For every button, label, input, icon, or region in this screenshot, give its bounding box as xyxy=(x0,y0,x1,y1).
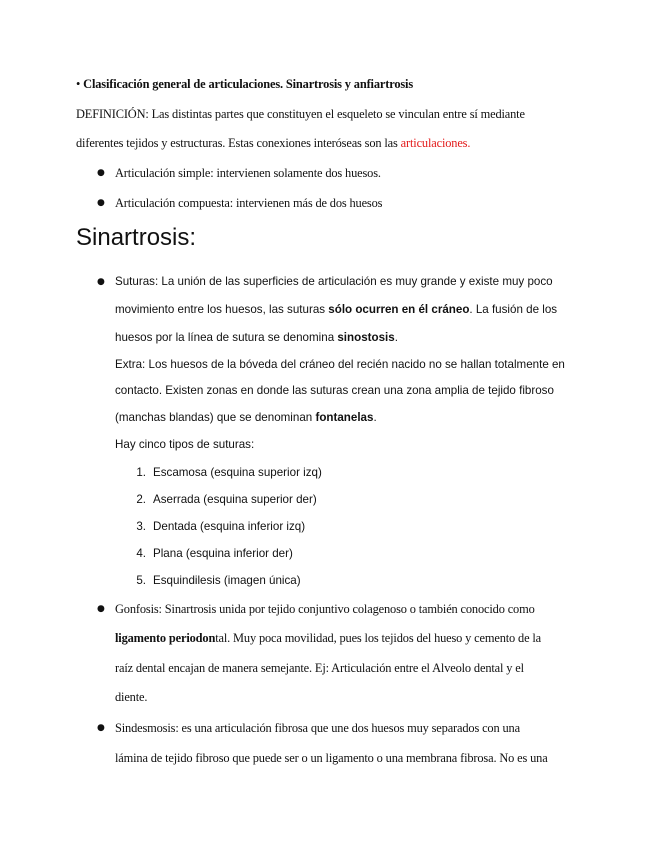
definition-line-2 xyxy=(76,136,470,151)
bullet-icon: ● xyxy=(97,198,105,208)
bullet-icon: ● xyxy=(97,723,105,733)
suturas-text: . La fusión de los xyxy=(469,303,558,316)
type-item: Articulación simple: intervienen solamente dos huesos. xyxy=(115,166,381,180)
bullet-icon: ● xyxy=(97,277,105,287)
sutura-type-item: Esquindilesis (imagen única) xyxy=(153,574,301,587)
sutura-type-item: Escamosa (esquina superior izq) xyxy=(153,466,322,479)
sutura-type-item: Plana (esquina inferior der) xyxy=(153,547,293,560)
list-number: 3. xyxy=(136,520,146,533)
definition-period: . xyxy=(467,136,471,150)
suturas-bold: sólo ocurren en él cráneo xyxy=(328,303,470,316)
gonfosis-line-4: diente. xyxy=(115,690,148,704)
list-number: 5. xyxy=(136,574,146,587)
sutura-type-item: Dentada (esquina inferior izq) xyxy=(153,520,306,533)
gonfosis-line-2 xyxy=(115,631,541,646)
fontanelas-term: fontanelas xyxy=(315,411,374,424)
list-number: 2. xyxy=(136,493,146,506)
suturas-text: movimiento entre los huesos, las suturas xyxy=(115,303,329,316)
title-text: Clasificación general de articulaciones. Sinartrosis y anfiartrosis xyxy=(83,77,414,91)
tipos-intro: Hay cinco tipos de suturas: xyxy=(115,438,255,451)
list-number: 1. xyxy=(136,466,146,479)
suturas-line-1: Suturas: La unión de las superficies de articulación es muy grande y existe muy poco xyxy=(115,275,553,288)
bullet-icon: ● xyxy=(97,168,105,178)
sindesmosis-line-1: Sindesmosis: es una articulación fibrosa que une dos huesos muy separados con una xyxy=(115,721,520,735)
title-bullet: • xyxy=(76,77,81,91)
sinartrosis-heading: Sinartrosis: xyxy=(76,224,197,251)
extra-line-1: Extra: Los huesos de la bóveda del cráneo del recién nacido no se hallan totalmente en xyxy=(115,358,565,371)
sinostosis-term: sinostosis xyxy=(337,331,395,344)
definition-text: diferentes tejidos y estructuras. Estas conexiones interóseas son las xyxy=(76,136,401,150)
extra-line-3 xyxy=(115,411,377,424)
bullet-icon: ● xyxy=(97,604,105,614)
articulaciones-link[interactable]: articulaciones xyxy=(400,136,468,150)
suturas-text: . xyxy=(394,331,398,344)
gonfosis-text: tal. Muy poca movilidad, pues los tejidos del hueso y cemento de la xyxy=(215,631,542,645)
extra-text: . xyxy=(373,411,377,424)
ligamento-term: ligamento periodon xyxy=(115,631,216,645)
section-title xyxy=(76,77,413,92)
type-item: Articulación compuesta: intervienen más de dos huesos xyxy=(115,196,383,210)
suturas-text: huesos por la línea de sutura se denomina xyxy=(115,331,338,344)
sindesmosis-line-2: lámina de tejido fibroso que puede ser o un ligamento o una membrana fibrosa. No es una xyxy=(115,751,548,765)
sutura-type-item: Aserrada (esquina superior der) xyxy=(153,493,317,506)
suturas-line-2 xyxy=(115,303,557,316)
extra-line-2: contacto. Existen zonas en donde las suturas crean una zona amplia de tejido fibroso xyxy=(115,384,554,397)
gonfosis-line-1: Gonfosis: Sinartrosis unida por tejido conjuntivo colagenoso o también conocido como xyxy=(115,602,535,616)
gonfosis-line-3: raíz dental encajan de manera semejante. Ej: Articulación entre el Alveolo dental y el xyxy=(115,661,524,675)
definition-line-1: DEFINICIÓN: Las distintas partes que constituyen el esqueleto se vinculan entre sí mediante xyxy=(76,107,525,121)
extra-text: (manchas blandas) que se denominan xyxy=(115,411,316,424)
list-number: 4. xyxy=(136,547,146,560)
suturas-line-3 xyxy=(115,331,398,344)
